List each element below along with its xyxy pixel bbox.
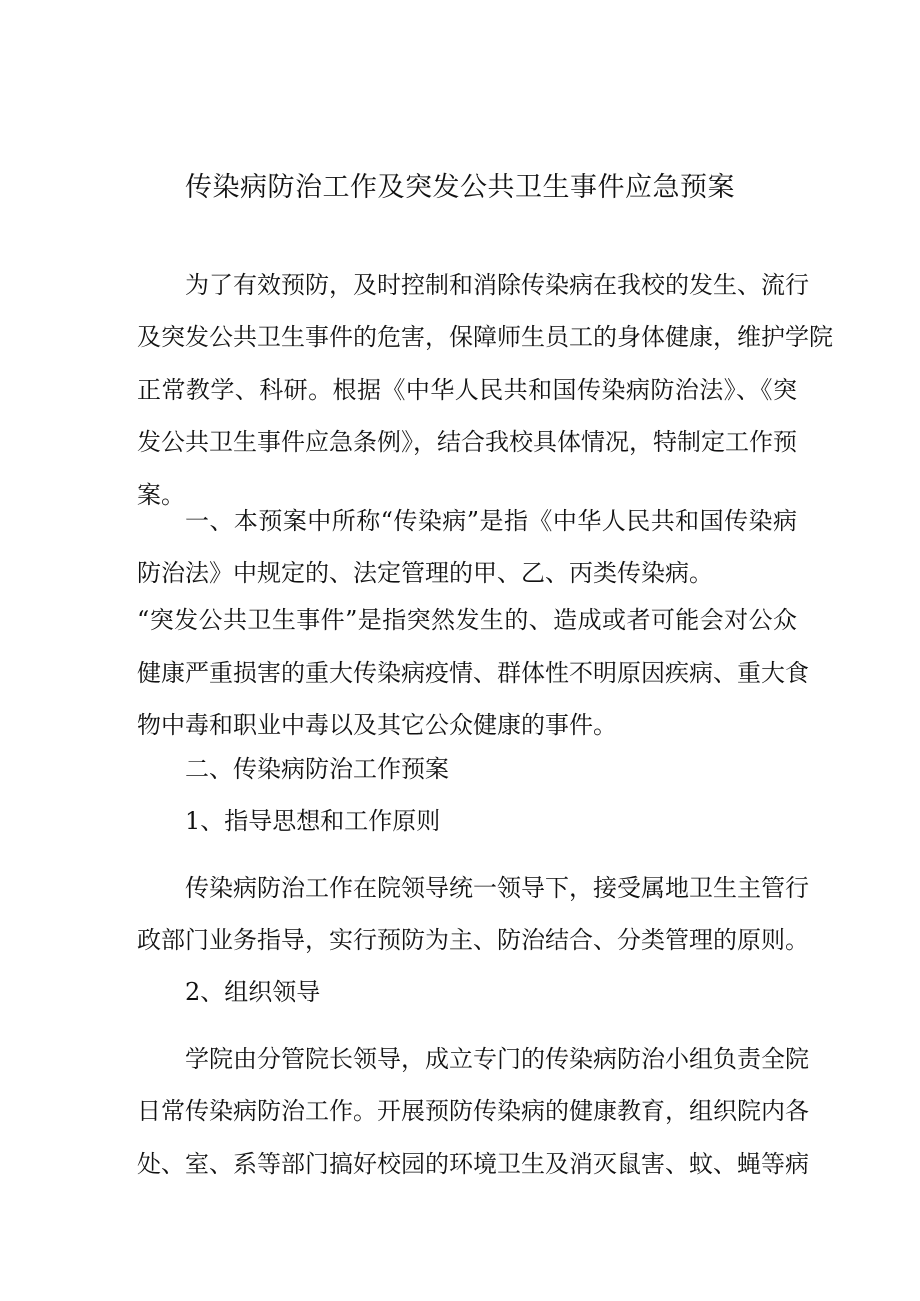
text-line: 政部门业务指导，实行预防为主、防治结合、分类管理的原则。	[137, 926, 809, 954]
text-line: 物中毒和职业中毒以及其它公众健康的事件。	[137, 711, 617, 739]
text-line: 案。	[137, 480, 185, 509]
text-line: 发公共卫生事件应急条例》，结合我校具体情况，特制定工作预	[137, 428, 797, 456]
paragraph-definition-disease	[137, 495, 797, 548]
section-heading-2	[137, 743, 797, 796]
text-line: 正常教学、科研。根据《中华人民共和国传染病防治法》、《突	[137, 375, 797, 404]
text-line: 2、组织领导	[185, 978, 321, 1006]
paragraph-intro-cont	[137, 311, 833, 521]
text-line: 为了有效预防，及时控制和消除传染病在我校的发生、流行	[185, 271, 809, 299]
text-line: 二、传染病防治工作预案	[185, 755, 449, 783]
text-line: 一、本预案中所称“传染病”是指《中华人民共和国传染病	[185, 507, 797, 535]
paragraph-organization	[137, 1033, 809, 1086]
text-line: 日常传染病防治工作。开展预防传染病的健康教育，组织院内各	[137, 1097, 809, 1125]
paragraph-principles	[137, 862, 809, 915]
paragraph-definition-event	[137, 594, 809, 752]
text-line: “突发公共卫生事件”是指突然发生的、造成或者可能会对公众	[137, 606, 797, 634]
paragraph-intro	[137, 259, 809, 312]
text-line: 健康严重损害的重大传染病疫情、群体性不明原因疾病、重大食	[137, 658, 809, 687]
text-line: 1、指导思想和工作原则	[185, 807, 441, 835]
paragraph-principles-cont	[137, 914, 809, 967]
subsection-heading-1	[137, 795, 797, 848]
text-line: 学院由分管院长领导，成立专门的传染病防治小组负责全院	[185, 1045, 809, 1073]
paragraph-definition-disease-cont	[137, 547, 797, 600]
text-line: 传染病防治工作在院领导统一领导下，接受属地卫生主管行	[185, 874, 809, 902]
subsection-heading-2	[137, 966, 797, 1019]
text-line: 防治法》中规定的、法定管理的甲、乙、丙类传染病。	[137, 559, 713, 587]
document-title: 传染病防治工作及突发公共卫生事件应急预案	[185, 172, 735, 203]
text-line: 处、室、系等部门搞好校园的环境卫生及消灭鼠害、蚊、蝇等病	[137, 1149, 809, 1178]
paragraph-organization-cont	[137, 1085, 809, 1190]
text-line: 及突发公共卫生事件的危害，保障师生员工的身体健康，维护学院	[137, 323, 833, 351]
